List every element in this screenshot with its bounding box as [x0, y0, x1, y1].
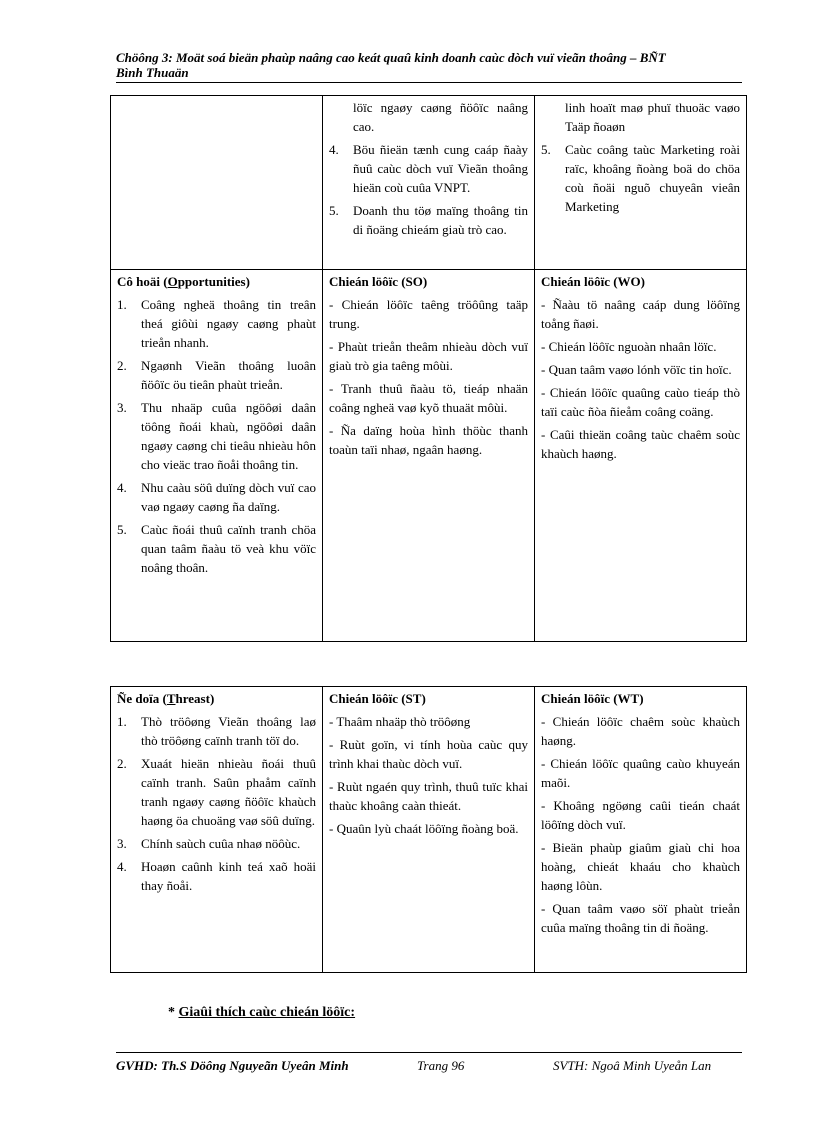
- st-strategy-list: [329, 712, 528, 838]
- list-item: 1. Coâng ngheä thoâng tin treân theá giôùi ngaøy caøng phaùt trieån nhanh.: [117, 297, 316, 350]
- list-item: - Chieán löôïc quaûng caùo khuyeán maõi.: [541, 756, 740, 790]
- continued-strengths-list: [329, 98, 528, 239]
- continued-weaknesses-list: [541, 98, 740, 216]
- wo-strategy-title: Chieán löôïc (WO): [541, 274, 645, 289]
- footer-divider: [116, 1052, 742, 1053]
- threats-cell: [111, 687, 323, 973]
- so-strategy-cell: [323, 270, 535, 642]
- list-item: - Tranh thuû ñaàu tö, tieáp nhaän coâng ngheä vaø kyõ thuaät môùi.: [329, 381, 528, 415]
- table-row-continued: [111, 96, 747, 270]
- list-item: - Quan taâm vaøo söï phaùt trieån cuûa maïng thoâng tin di ñoäng.: [541, 901, 740, 935]
- list-item: 5. Caùc ñoái thuû caïnh tranh chöa quan taâm ñaàu tö veà khu vöïc noâng thoân.: [117, 522, 316, 575]
- threats-title: Ñe doïa (Threast): [117, 691, 215, 706]
- so-strategy-list: [329, 295, 528, 459]
- list-item: 2. Xuaát hieän nhieàu ñoái thuû caïnh tranh. Saûn phaåm caïnh tranh ngaøy caøng ñöôïc khaùch haøng öa chuoäng vaø söû duïng.: [117, 756, 316, 828]
- threats-list: [117, 712, 316, 895]
- header-line-1: Chöông 3: Moät soá bieän phaùp naâng cao keát quaû kinh doanh caùc dòch vuï vieãn thoâng – BÑT: [116, 50, 666, 65]
- swot-table-upper: [110, 95, 747, 642]
- table-row-threats: [111, 687, 747, 973]
- footer-advisor: GVHD: Th.S Döông Nguyeãn Uyeân Minh: [116, 1058, 349, 1073]
- list-item: 5. Doanh thu töø maïng thoâng tin di ñoäng chieám giaù trò cao.: [329, 203, 528, 237]
- header-line-2: Bình Thuaän: [116, 65, 189, 80]
- opportunities-list: [117, 295, 316, 577]
- list-item: - Ruùt ngaén quy trình, thuû tuïc khai thaùc khoâng caàn thieát.: [329, 779, 528, 813]
- list-item: 2. Ngaønh Vieãn thoâng luoân ñöôïc öu tieân phaùt trieån.: [117, 358, 316, 392]
- section-heading: [168, 1005, 355, 1021]
- st-strategy-cell: [323, 687, 535, 973]
- footer-page-number: Trang 96: [417, 1058, 465, 1073]
- list-item: - Chieán löôïc taêng tröôûng taäp trung.: [329, 297, 528, 331]
- list-item: - Thaâm nhaäp thò tröôøng: [329, 714, 471, 729]
- opportunities-title: Cô hoäi (Opportunities): [117, 274, 250, 289]
- wo-strategy-cell: [535, 270, 747, 642]
- wt-strategy-list: [541, 712, 740, 937]
- footer-student: SVTH: Ngoâ Minh Uyeån Lan: [553, 1058, 712, 1073]
- swot-table-lower: [110, 686, 747, 973]
- list-item: - Quaûn lyù chaát löôïng ñoàng boä.: [329, 821, 519, 836]
- list-item: - Chieán löôïc nguoàn nhaân löïc.: [541, 339, 717, 354]
- list-item: 1. Thò tröôøng Vieãn thoâng laø thò tröôøng caïnh tranh töï do.: [117, 714, 316, 748]
- list-item: - Phaùt trieån theâm nhieàu dòch vuï giaù trò gia taêng môùi.: [329, 339, 528, 373]
- list-item: 3. Thu nhaäp cuûa ngöôøi daân töông ñoái khaù, ngöôøi daân ngaøy caøng chi tieâu nhieàu hôn cho vieäc trao ñoåi thoâng tin.: [117, 400, 316, 472]
- list-item: 5. Caùc coâng taùc Marketing roài raïc, khoâng ñoàng boä do chöa coù ñoäi nguõ chuyeân vieân Marketing: [541, 142, 740, 214]
- continued-strengths-list-cell: [323, 96, 535, 270]
- list-item: 4. Nhu caàu söû duïng dòch vuï cao vaø ngaøy caøng ña daïng.: [117, 480, 316, 514]
- list-item: löïc ngaøy caøng ñöôïc naâng cao.: [353, 100, 528, 134]
- list-item: - Ña daïng hoùa hình thöùc thanh toaùn taïi nhaø, ngaân haøng.: [329, 423, 528, 457]
- list-item: - Bieän phaùp giaûm giaù chi hoa hoàng, chieát khaáu cho khaùch haøng lôùn.: [541, 840, 740, 893]
- page-header: [116, 50, 744, 80]
- wt-strategy-title: Chieán löôïc (WT): [541, 691, 644, 706]
- list-item: - Chieán löôïc chaêm soùc khaùch haøng.: [541, 714, 740, 748]
- so-strategy-title: Chieán löôïc (SO): [329, 274, 428, 289]
- table-row-opportunities: [111, 270, 747, 642]
- list-item: linh hoaït maø phuï thuoäc vaøo Taäp ñoaøn: [565, 100, 740, 134]
- list-item: - Caûi thieän coâng taùc chaêm soùc khaùch haøng.: [541, 427, 740, 461]
- note-star: *: [168, 1005, 179, 1020]
- continued-weaknesses-list-cell: [535, 96, 747, 270]
- list-item: - Ruùt goïn, vi tính hoùa caùc quy trình khai thaùc dòch vuï.: [329, 737, 528, 771]
- note-text: Giaûi thích caùc chieán löôïc:: [178, 1005, 356, 1020]
- wo-strategy-list: [541, 295, 740, 463]
- list-item: - Khoâng ngöøng caûi tieán chaát löôïng dòch vuï.: [541, 798, 740, 832]
- list-item: 4. Böu ñieän tænh cung caáp ñaày ñuû caùc dòch vuï Vieãn thoâng hieän coù cuûa VNPT.: [329, 142, 528, 195]
- list-item: - Chieán löôïc quaûng caùo tieáp thò taïi caùc ñòa ñieåm coâng coäng.: [541, 385, 740, 419]
- wt-strategy-cell: [535, 687, 747, 973]
- opportunities-cell: [111, 270, 323, 642]
- list-item: 4. Hoaøn caûnh kinh teá xaõ hoäi thay ñoåi.: [117, 859, 316, 893]
- list-item: 3. Chính saùch cuûa nhaø nöôùc.: [117, 836, 301, 851]
- list-item: - Ñaàu tö naâng caáp dung löôïng toång ñaøi.: [541, 297, 740, 331]
- header-divider: [116, 82, 742, 83]
- continued-strengths-cell: [111, 96, 323, 270]
- list-item: - Quan taâm vaøo lónh vöïc tin hoïc.: [541, 362, 732, 377]
- st-strategy-title: Chieán löôïc (ST): [329, 691, 426, 706]
